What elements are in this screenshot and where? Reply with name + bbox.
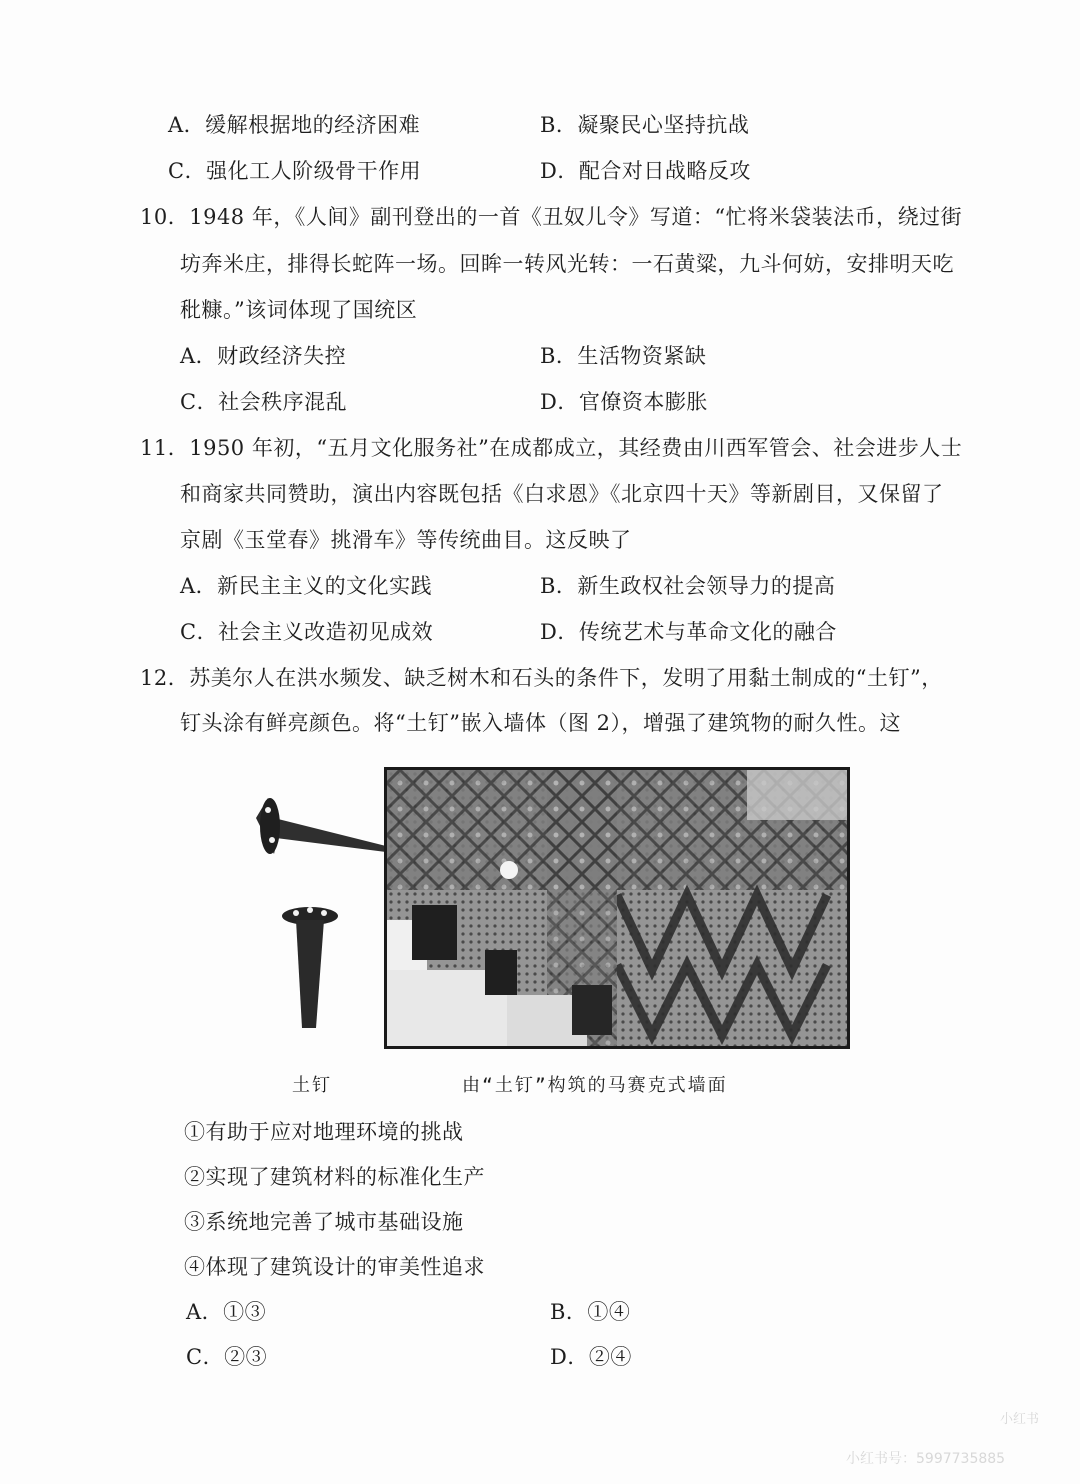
q12-stem-line-1: 12．苏美尔人在洪水频发、缺乏树木和石头的条件下，发明了用黏土制成的“土钉”，	[140, 666, 943, 690]
q9-option-b: B．凝聚民心坚持抗战	[540, 113, 750, 137]
q11-stem-line-2: 和商家共同赞助，演出内容既包括《白求恩》《北京四十天》等新剧目，又保留了	[180, 482, 944, 506]
watermark-id: 小红书号：5997735885	[846, 1451, 1006, 1467]
figure-caption-wall: 由“土钉”构筑的马赛克式墙面	[462, 1075, 728, 1096]
q12-statement-3: ③系统地完善了城市基础设施	[184, 1210, 464, 1234]
clay-nail-horizontal-icon	[256, 798, 386, 854]
q10-stem-line-3: 秕糠。”该词体现了国统区	[180, 298, 418, 322]
q12-statement-4: ④体现了建筑设计的审美性追求	[184, 1255, 485, 1279]
clay-nail-vertical-icon	[282, 907, 338, 1028]
clay-nail-illustration	[246, 788, 396, 1038]
q12-option-c: C．②③	[186, 1345, 268, 1369]
q12-statement-1: ①有助于应对地理环境的挑战	[184, 1120, 464, 1144]
mosaic-wall-photo	[384, 767, 850, 1049]
q10-stem-line-2: 坊奔米庄，排得长蛇阵一场。回眸一转风光转：一石黄粱，九斗何妨，安排明天吃	[180, 252, 954, 276]
q11-stem-line-3: 京剧《玉堂春》挑滑车》等传统曲目。这反映了	[180, 528, 632, 552]
q11-option-c: C．社会主义改造初见成效	[180, 620, 434, 644]
watermark-logo: 小红书	[1000, 1412, 1040, 1427]
q10-stem-line-1: 10．1948 年，《人间》副刊登出的一首《丑奴儿令》写道：“忙将米袋装法币，绕过街	[140, 205, 963, 229]
q12-option-a: A．①③	[186, 1300, 267, 1324]
q10-option-a: A．财政经济失控	[180, 344, 347, 368]
q12-option-d: D．②④	[550, 1345, 632, 1369]
q12-statement-2: ②实现了建筑材料的标准化生产	[184, 1165, 485, 1189]
q11-option-b: B．新生政权社会领导力的提高	[540, 574, 836, 598]
q10-option-c: C．社会秩序混乱	[180, 390, 348, 414]
q12-option-b: B．①④	[550, 1300, 631, 1324]
q9-option-c: C．强化工人阶级骨干作用	[168, 159, 422, 183]
q10-option-d: D．官僚资本膨胀	[540, 390, 708, 414]
q11-stem-line-1: 11．1950 年初，“五月文化服务社”在成都成立，其经费由川西军管会、社会进步人士	[140, 436, 963, 460]
q9-option-d: D．配合对日战略反攻	[540, 159, 751, 183]
figure-caption-nail: 土钉	[292, 1075, 332, 1096]
q12-stem-line-2: 钉头涂有鲜亮颜色。将“土钉”嵌入墙体（图 2），增强了建筑物的耐久性。这	[180, 711, 902, 735]
q11-option-a: A．新民主主义的文化实践	[180, 574, 433, 598]
q10-option-b: B．生活物资紧缺	[540, 344, 707, 368]
q9-option-a: A．缓解根据地的经济困难	[168, 113, 421, 137]
q11-option-d: D．传统艺术与革命文化的融合	[540, 620, 837, 644]
